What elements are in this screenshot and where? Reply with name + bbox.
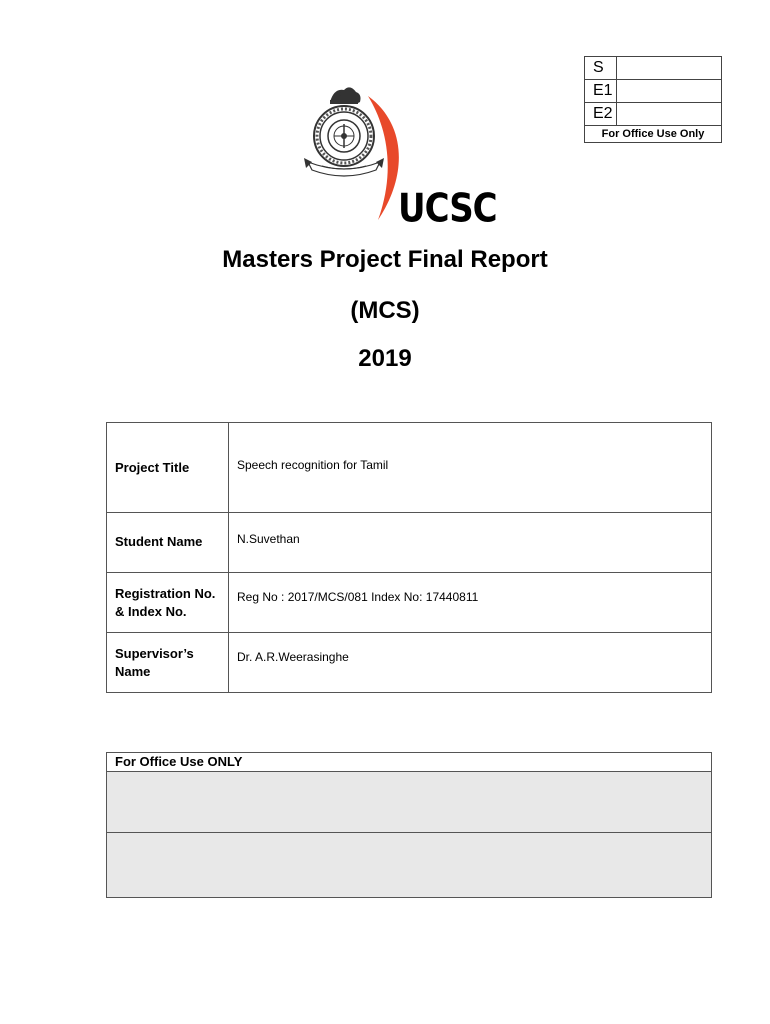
registration-label xyxy=(107,573,229,632)
report-title: Masters Project Final Report xyxy=(222,246,548,273)
student-name-value: N.Suvethan xyxy=(237,532,300,546)
office-grid-cell xyxy=(617,103,721,125)
office-grid-code: E1 xyxy=(585,80,617,102)
office-grid-row-e1 xyxy=(585,80,721,103)
office-grid-cell xyxy=(617,80,721,102)
project-title-label: Project Title xyxy=(107,423,229,512)
office-grid-row-s xyxy=(585,57,721,80)
report-year: 2019 xyxy=(358,345,412,372)
office-use-box xyxy=(106,752,712,898)
office-grid-code: E2 xyxy=(585,103,617,125)
supervisor-label-line1: Supervisor’s xyxy=(115,646,194,661)
project-title-value: Speech recognition for Tamil xyxy=(237,458,389,472)
student-name-label: Student Name xyxy=(107,513,229,572)
table-row-supervisor xyxy=(107,633,711,692)
project-info-table xyxy=(106,422,712,693)
table-row-registration xyxy=(107,573,711,633)
registration-value: Reg No : 2017/MCS/081 Index No: 17440811 xyxy=(237,590,479,604)
office-grid-cell xyxy=(617,57,721,79)
supervisor-label-line2: Name xyxy=(115,664,151,679)
registration-label-line2: & Index No. xyxy=(115,604,187,619)
table-row-student-name xyxy=(107,513,711,573)
office-use-field-2 xyxy=(107,833,711,897)
table-row-project-title xyxy=(107,423,711,513)
office-grid-row-e2 xyxy=(585,103,721,126)
office-use-grid xyxy=(584,56,722,143)
registration-label-line1: Registration No. xyxy=(115,586,216,601)
supervisor-value: Dr. A.R.Weerasinghe xyxy=(237,650,349,664)
office-use-header: For Office Use ONLY xyxy=(107,753,711,772)
office-grid-code: S xyxy=(585,57,617,79)
report-program: (MCS) xyxy=(350,297,420,324)
supervisor-label xyxy=(107,633,229,692)
ucsc-logo-text: UCSC xyxy=(398,186,497,232)
office-use-field-1 xyxy=(107,772,711,833)
office-grid-footer: For Office Use Only xyxy=(601,128,705,140)
